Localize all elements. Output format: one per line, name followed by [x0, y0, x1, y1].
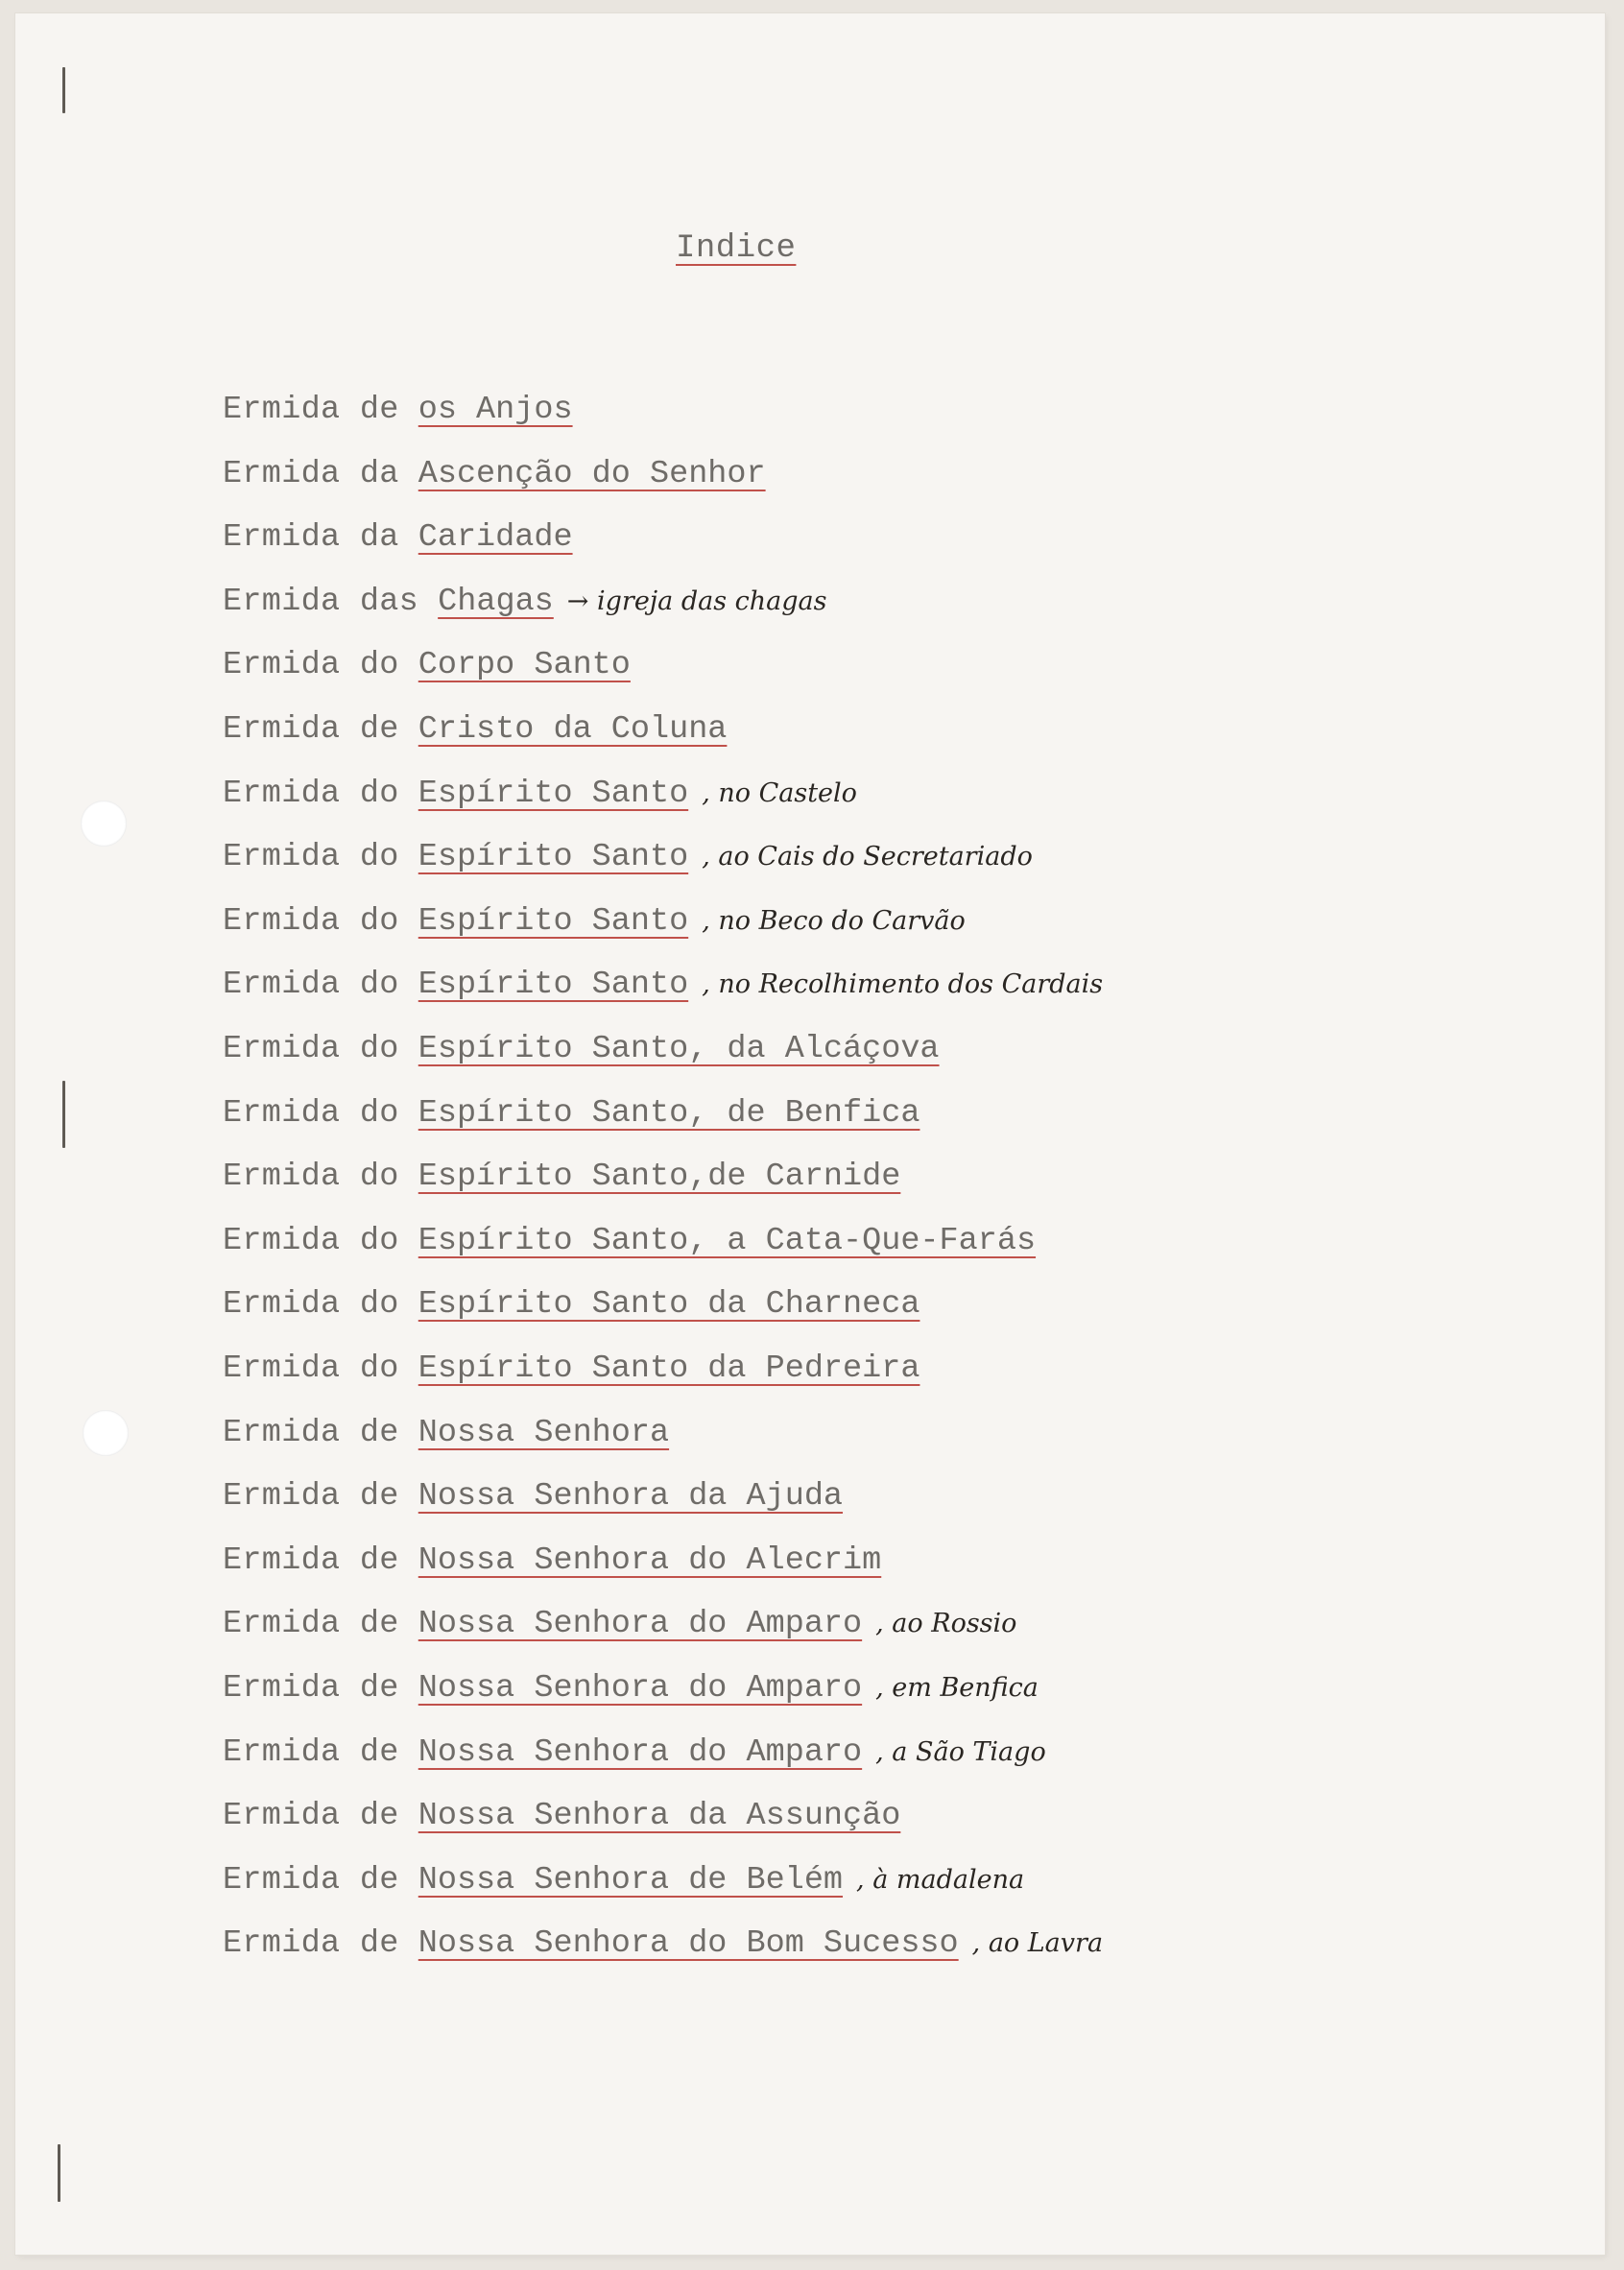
page-title: Indice — [676, 230, 797, 267]
entry-prefix: Ermida da — [223, 519, 399, 557]
index-entry — [223, 514, 573, 562]
entry-name: Espírito Santo, de Benfica — [418, 1094, 920, 1132]
entry-name: Espírito Santo — [418, 775, 689, 812]
index-entry — [223, 1600, 1016, 1648]
staple-mark-bottom — [58, 2144, 60, 2202]
entry-prefix: Ermida do — [223, 1222, 399, 1259]
entry-name: Nossa Senhora do Bom Sucesso — [418, 1925, 959, 1963]
entry-name: Nossa Senhora de Belém — [418, 1861, 844, 1899]
entry-name: Nossa Senhora — [418, 1414, 670, 1451]
entry-name: Nossa Senhora do Amparo — [418, 1670, 863, 1707]
entry-prefix: Ermida de — [223, 1925, 399, 1963]
index-entry — [223, 1664, 1039, 1712]
entry-prefix: Ermida do — [223, 1094, 399, 1132]
entry-name: os Anjos — [418, 392, 573, 428]
entry-name: Espírito Santo, a Cata-Que-Farás — [418, 1222, 1037, 1259]
index-entry — [223, 578, 827, 626]
index-entry — [223, 1537, 881, 1585]
entry-name: Espírito Santo, da Alcáçova — [418, 1031, 940, 1067]
document-page — [15, 13, 1605, 2255]
entry-prefix: Ermida de — [223, 1414, 399, 1451]
handwritten-note: , no Recolhimento dos Cardais — [702, 969, 1104, 1000]
entry-prefix: Ermida do — [223, 1286, 399, 1324]
entry-prefix: Ermida do — [223, 775, 399, 812]
index-entry — [223, 1409, 669, 1457]
entry-prefix: Ermida de — [223, 1478, 399, 1516]
entry-name: Nossa Senhora do Amparo — [418, 1733, 863, 1771]
index-entry — [223, 386, 573, 434]
entry-prefix: Ermida do — [223, 1031, 399, 1067]
entry-name: Espírito Santo,de Carnide — [418, 1159, 901, 1196]
entry-name: Nossa Senhora da Assunção — [418, 1798, 901, 1835]
index-entry — [223, 1472, 843, 1520]
entry-name: Espírito Santo da Charneca — [418, 1286, 920, 1324]
handwritten-note: , à madalena — [856, 1864, 1025, 1895]
entry-name: Espírito Santo — [418, 839, 689, 876]
index-entry — [223, 1729, 1046, 1777]
index-entry — [223, 897, 966, 945]
handwritten-note: , ao Rossio — [875, 1609, 1017, 1639]
entry-prefix: Ermida da — [223, 455, 399, 492]
entry-name: Corpo Santo — [418, 647, 631, 684]
index-entry — [223, 1089, 919, 1137]
entry-name: Espírito Santo — [418, 967, 689, 1004]
index-entry — [223, 770, 857, 818]
punch-hole-bottom — [83, 1410, 129, 1456]
entry-name: Nossa Senhora do Amparo — [418, 1606, 863, 1643]
entry-name: Caridade — [418, 519, 573, 557]
entry-name: Espírito Santo da Pedreira — [418, 1350, 920, 1387]
staple-mark-middle — [62, 1081, 65, 1148]
index-entry — [223, 1217, 1036, 1265]
index-entry — [223, 1025, 940, 1073]
entry-name: Cristo da Coluna — [418, 711, 728, 748]
entry-name: Nossa Senhora da Ajuda — [418, 1478, 844, 1516]
index-entry — [223, 641, 631, 689]
entry-prefix: Ermida do — [223, 1159, 399, 1196]
index-entry — [223, 1920, 1103, 1968]
entry-prefix: Ermida de — [223, 1861, 399, 1899]
handwritten-note: , no Castelo — [702, 777, 857, 808]
punch-hole-top — [81, 800, 127, 847]
index-entry — [223, 1856, 1024, 1904]
entry-name: Nossa Senhora do Alecrim — [418, 1541, 882, 1579]
index-entry — [223, 1153, 900, 1201]
index-entry — [223, 961, 1103, 1009]
entry-prefix: Ermida de — [223, 1733, 399, 1771]
entry-name: Chagas — [438, 583, 554, 620]
handwritten-note: , a São Tiago — [875, 1736, 1046, 1767]
entry-name: Ascenção do Senhor — [418, 455, 766, 492]
entry-prefix: Ermida de — [223, 1541, 399, 1579]
entry-prefix: Ermida de — [223, 392, 399, 428]
handwritten-note: , em Benfica — [875, 1673, 1039, 1703]
entry-prefix: Ermida de — [223, 711, 399, 748]
index-entry — [223, 1792, 900, 1840]
index-entry — [223, 450, 766, 498]
entry-name: Espírito Santo — [418, 902, 689, 940]
index-entry — [223, 705, 727, 753]
handwritten-note: → igreja das chagas — [566, 585, 827, 616]
entry-prefix: Ermida de — [223, 1798, 399, 1835]
entry-prefix: Ermida de — [223, 1606, 399, 1643]
handwritten-note: , ao Cais do Secretariado — [702, 842, 1033, 872]
entry-prefix: Ermida do — [223, 967, 399, 1004]
handwritten-note: , no Beco do Carvão — [702, 905, 966, 936]
index-entry — [223, 833, 1033, 881]
staple-mark-top — [62, 67, 65, 113]
index-entry — [223, 1345, 919, 1393]
entry-prefix: Ermida do — [223, 839, 399, 876]
entry-prefix: Ermida das — [223, 583, 419, 620]
entry-prefix: Ermida do — [223, 647, 399, 684]
entry-prefix: Ermida de — [223, 1670, 399, 1707]
index-entry — [223, 1280, 919, 1328]
handwritten-note: , ao Lavra — [971, 1928, 1104, 1959]
entry-prefix: Ermida do — [223, 1350, 399, 1387]
entry-prefix: Ermida do — [223, 902, 399, 940]
